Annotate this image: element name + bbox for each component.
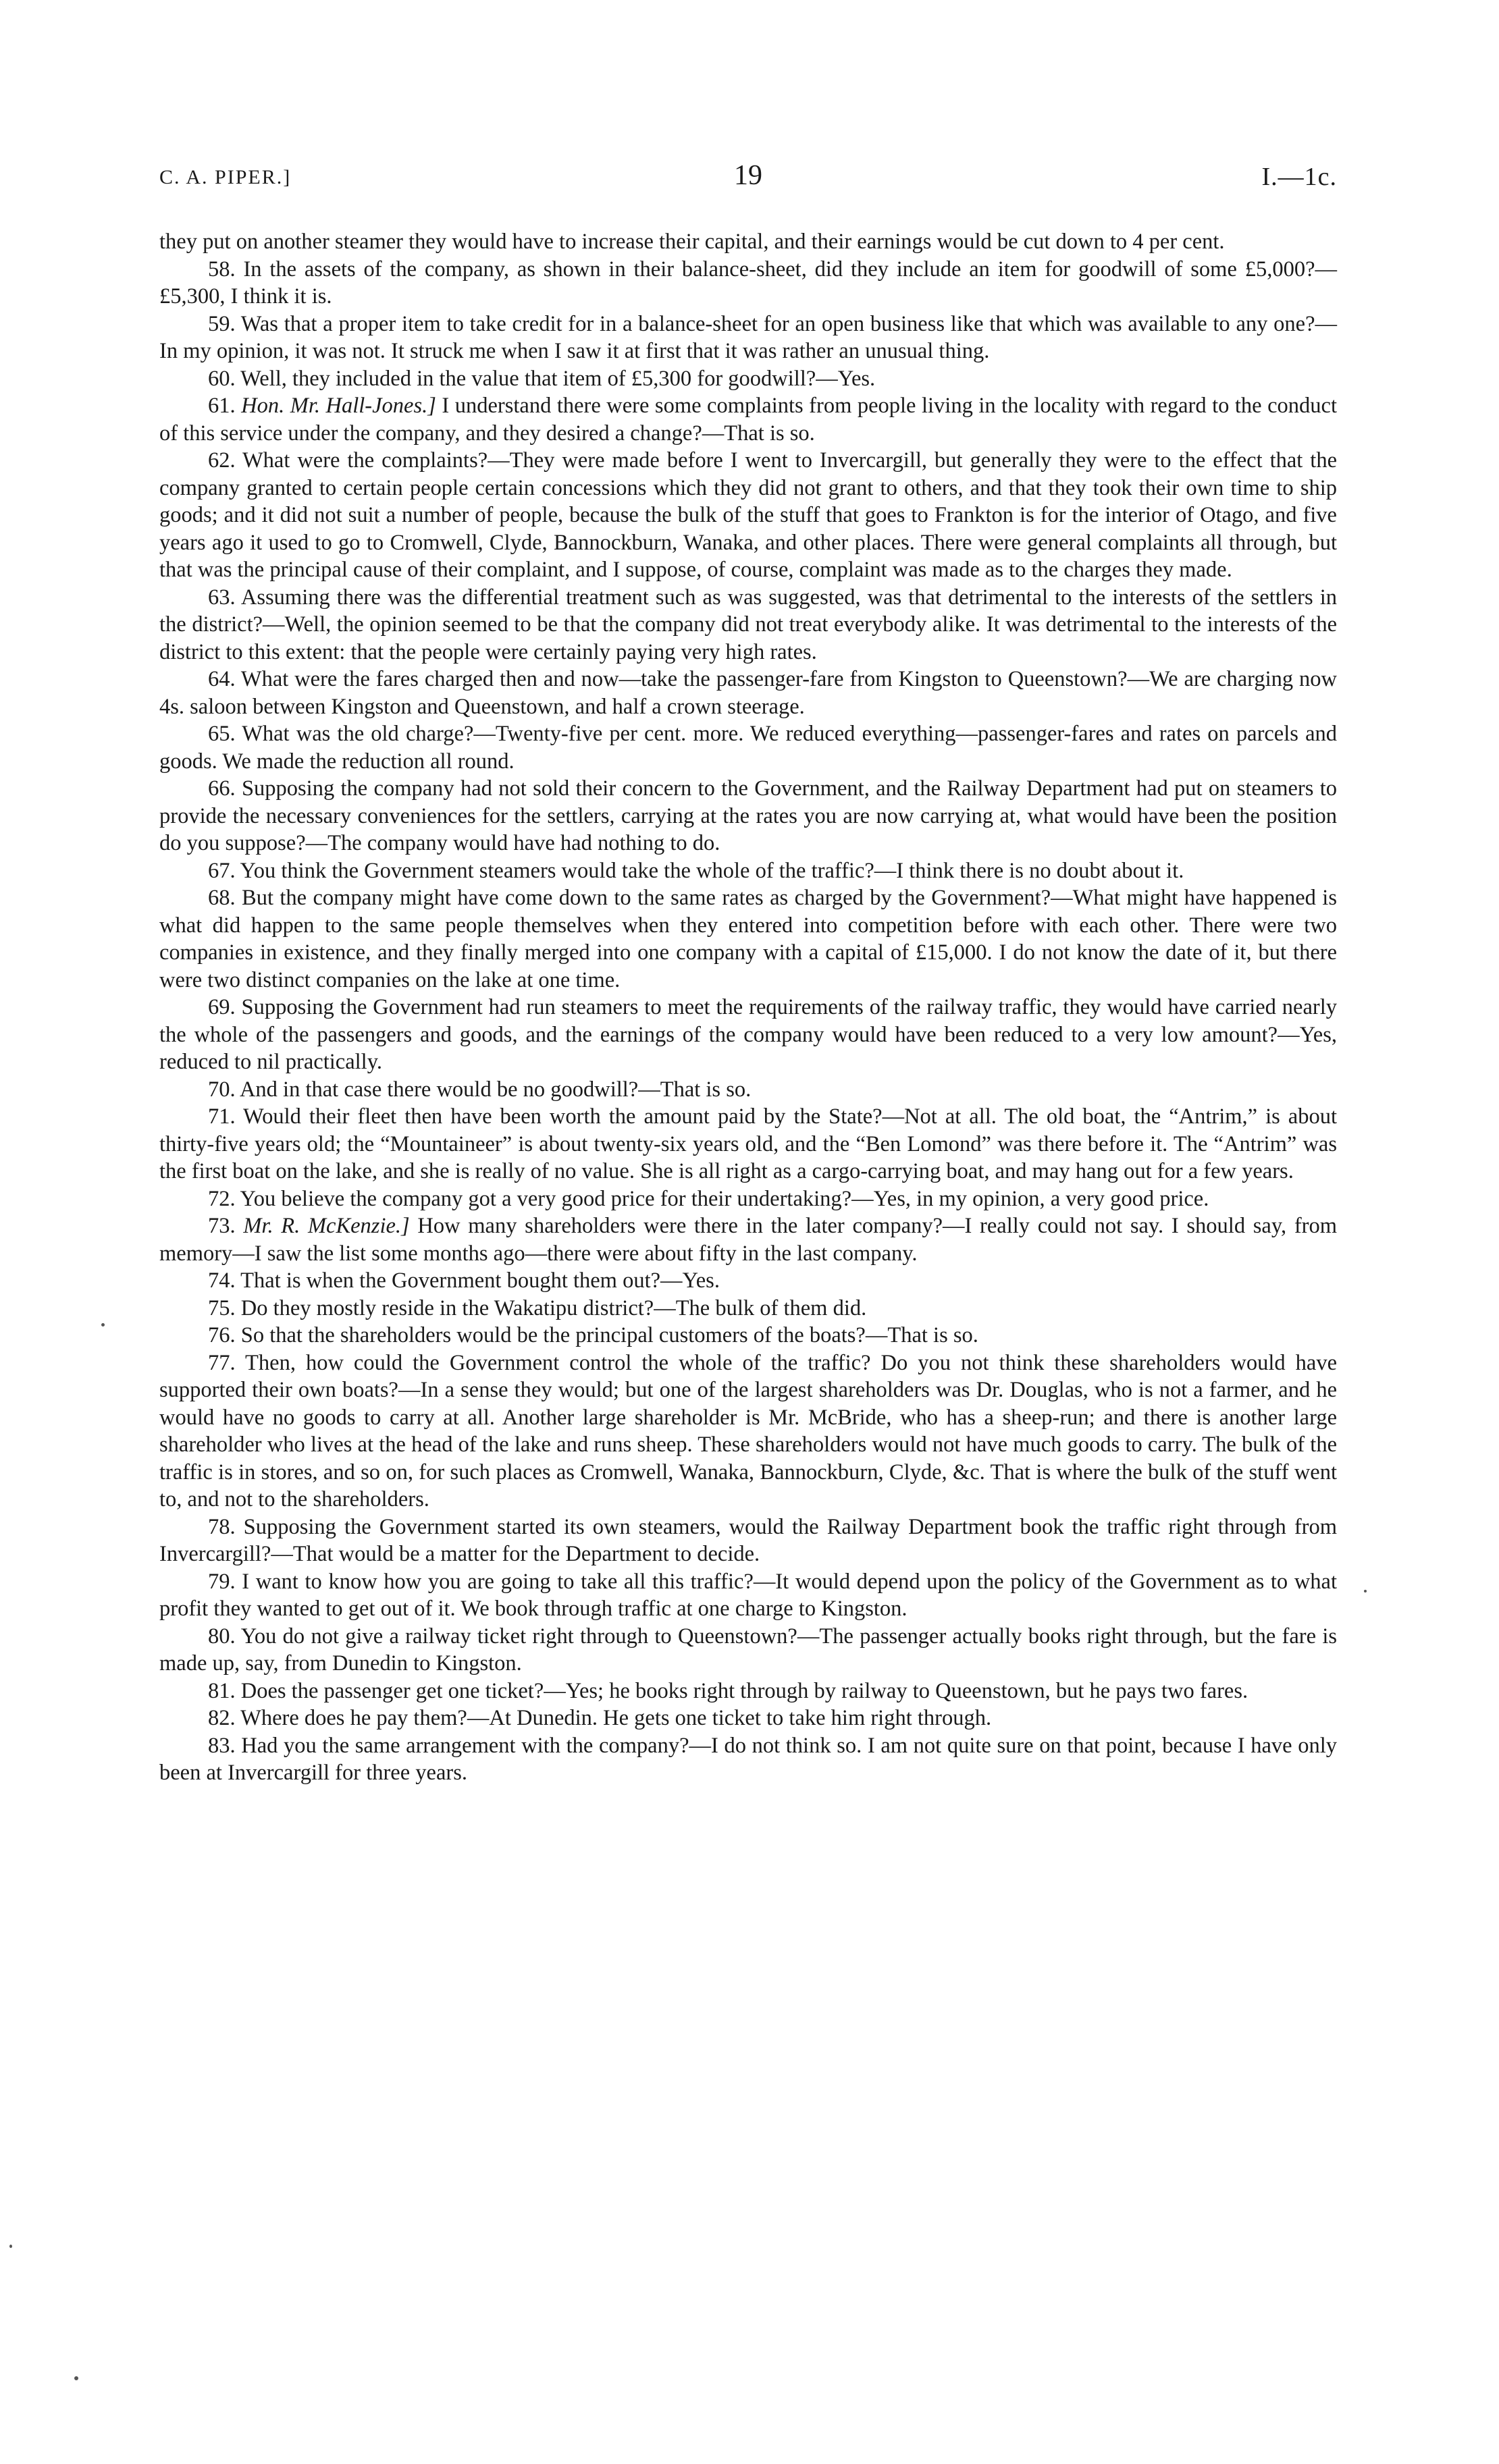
paragraph: 75. Do they mostly reside in the Wakatipu district?—The bulk of them did. xyxy=(208,1295,867,1320)
paragraph: 70. And in that case there would be no goodwill?—That is so. xyxy=(208,1077,752,1102)
paragraph: 59. Was that a proper item to take credit for in a balance-sheet for an open business like that which was available to any one?—In my opinion, it was not. It struck me when I saw it at first that it was rather an unusual thing. xyxy=(159,311,1337,363)
scan-speck xyxy=(1364,1590,1367,1592)
paragraph: 60. Well, they included in the value that item of £5,300 for goodwill?—Yes. xyxy=(208,366,876,391)
document-page xyxy=(159,0,1337,2464)
header-witness-name: C. A. PIPER.] xyxy=(159,166,292,188)
paragraph: 74. That is when the Government bought them out?—Yes. xyxy=(208,1268,720,1293)
paragraph: 62. What were the complaints?—They were made before I went to Invercargill, but generally they were to the effect that the company granted to certain people certain concessions which they did not grant to others, and that they took their own time to ship goods; and it did not suit a number of people, because the bulk of the stuff that goes to Frankton is for the interior of Otago, and five years ago it used to go to Cromwell, Clyde, Bannockburn, Wanaka, and other places. There were general complaints all through, but that was the principal cause of their complaint, and I suppose, of course, complaint was made as to the charges they made. xyxy=(159,448,1337,582)
page-number: 19 xyxy=(734,160,762,191)
paragraph: 76. So that the shareholders would be the principal customers of the boats?—That is so. xyxy=(208,1323,978,1347)
paragraph: 67. You think the Government steamers would take the whole of the traffic?—I think there is no doubt about it. xyxy=(208,858,1184,883)
paragraph: 73. Mr. R. McKenzie.] How many shareholders were there in the later company?—I really could not say. I should say, from memory—I saw the list some months ago—there were about fifty in the last company. xyxy=(159,1214,1337,1266)
scan-speck xyxy=(9,2245,12,2248)
paragraph: 79. I want to know how you are going to take all this traffic?—It would depend upon the policy of the Government as to what profit they wanted to get out of it. We book through traffic at one charge to Kingston. xyxy=(159,1569,1337,1621)
paragraph: 69. Supposing the Government had run steamers to meet the requirements of the railway traffic, they would have carried nearly the whole of the passengers and goods, and the earnings of the company would have been reduced to a very low amount?—Yes, reduced to nil practically. xyxy=(159,995,1337,1074)
scan-speck xyxy=(74,2376,78,2380)
paragraph: 72. You believe the company got a very good price for their undertaking?—Yes, in my opinion, a very good price. xyxy=(208,1186,1209,1211)
paragraph: 64. What were the fares charged then and now—take the passenger-fare from Kingston to Queenstown?—We are charging now 4s. saloon between Kingston and Queenstown, and half a crown steerage. xyxy=(159,667,1337,719)
paragraph: 66. Supposing the company had not sold their concern to the Government, and the Railway Department had put on steamers to provide the necessary conveniences for the settlers, carrying at the rates you are now carrying at, what would have been the position do you suppose?—The company would have had nothing to do. xyxy=(159,776,1337,855)
paragraph: 77. Then, how could the Government control the whole of the traffic? Do you not think these shareholders would have supported their own boats?—In a sense they would; but one of the largest shareholders was Dr. Douglas, who is not a farmer, and he would have no goods to carry at all. Another large shareholder is Mr. McBride, who has a sheep-run; and there is another large shareholder who lives at the head of the lake and runs sheep. These shareholders would not have much goods to carry. The bulk of the traffic is in stores, and so on, for such places as Cromwell, Wanaka, Bannockburn, Clyde, &c. That is where the bulk of the stuff went to, and not to the shareholders. xyxy=(159,1350,1337,1511)
paragraph: 71. Would their fleet then have been worth the amount paid by the State?—Not at all. The old boat, the “Antrim,” is about thirty-five years old; the “Mountaineer” is about twenty-six years old, and the “Ben Lomond” was there before it. The “Antrim” was the first boat on the lake, and she is really of no value. She is all right as a cargo-carrying boat, and may hang out for a few years. xyxy=(159,1104,1337,1183)
document-reference: I.—1c. xyxy=(1261,163,1337,191)
paragraph: 78. Supposing the Government started its own steamers, would the Railway Department book the traffic right through from Invercargill?—That would be a matter for the Department to decide. xyxy=(159,1514,1337,1566)
scan-speck xyxy=(101,1323,105,1327)
document-body xyxy=(159,228,1337,1787)
paragraph: 61. Hon. Mr. Hall-Jones.] I understand there were some complaints from people living in the locality with regard to the conduct of this service under the company, and they desired a change?—That is so. xyxy=(159,394,1337,446)
paragraph: 63. Assuming there was the differential treatment such as was suggested, was that detrimental to the interests of the settlers in the district?—Well, the opinion seemed to be that the company did not treat everybody alike. It was detrimental to the interests of the district to this extent: that the people were certainly paying very high rates. xyxy=(159,585,1337,664)
paragraph: 58. In the assets of the company, as shown in their balance-sheet, did they include an item for goodwill of some £5,000?—£5,300, I think it is. xyxy=(159,257,1337,309)
speaker-label: Mr. R. McKenzie.] xyxy=(243,1214,410,1238)
page-header xyxy=(159,159,1337,200)
paragraph: 83. Had you the same arrangement with the company?—I do not think so. I am not quite sure on that point, because I have only been at Invercargill for three years. xyxy=(159,1733,1337,1785)
paragraph: 68. But the company might have come down to the same rates as charged by the Government?—What might have happened is what did happen to the same people themselves when they entered into competition before with each other. There were two companies in existence, and they finally merged into one company with a capital of £15,000. I do not know the date of it, but there were two distinct companies on the lake at one time. xyxy=(159,886,1337,992)
paragraph: 82. Where does he pay them?—At Dunedin. He gets one ticket to take him right through. xyxy=(208,1706,992,1730)
paragraph: they put on another steamer they would have to increase their capital, and their earnings would be cut down to 4 per cent. xyxy=(159,230,1225,254)
paragraph: 81. Does the passenger get one ticket?—Yes; he books right through by railway to Queenstown, but he pays two fares. xyxy=(208,1678,1248,1703)
speaker-label: Hon. Mr. Hall-Jones.] xyxy=(241,394,436,418)
paragraph: 65. What was the old charge?—Twenty-five per cent. more. We reduced everything—passenger-fares and rates on parcels and goods. We made the reduction all round. xyxy=(159,722,1337,774)
paragraph: 80. You do not give a railway ticket right through to Queenstown?—The passenger actually books right through, but the fare is made up, say, from Dunedin to Kingston. xyxy=(159,1624,1337,1676)
